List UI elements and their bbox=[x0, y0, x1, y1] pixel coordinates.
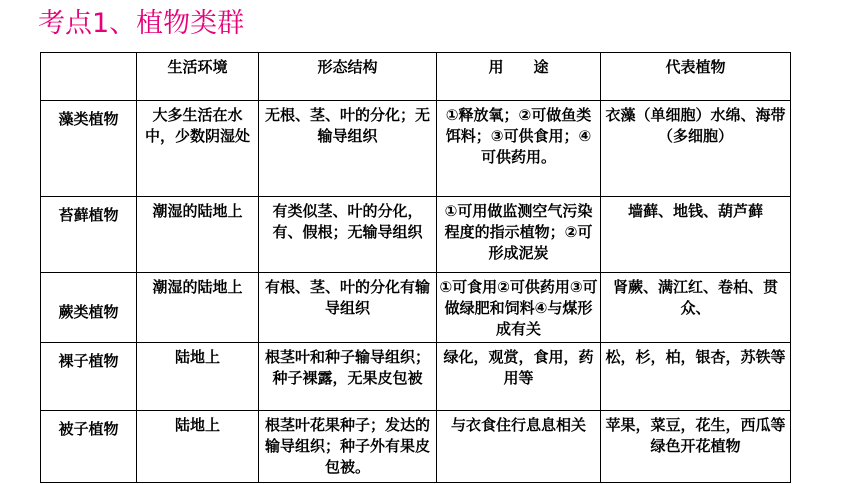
header-habitat: 生活环境 bbox=[137, 53, 259, 101]
header-cell-empty bbox=[41, 53, 137, 101]
row-habitat: 陆地上 bbox=[137, 343, 259, 411]
row-category: 裸子植物 bbox=[41, 343, 137, 411]
row-examples: 衣藻（单细胞）水绵、海带（多细胞） bbox=[601, 101, 791, 197]
header-structure: 形态结构 bbox=[259, 53, 437, 101]
row-uses: 绿化，观赏，食用，药用等 bbox=[437, 343, 601, 411]
row-habitat: 陆地上 bbox=[137, 411, 259, 483]
row-category: 苔藓植物 bbox=[41, 197, 137, 273]
row-category: 被子植物 bbox=[41, 411, 137, 483]
row-structure: 根茎叶花果种子；发达的输导组织；种子外有果皮包被。 bbox=[259, 411, 437, 483]
row-examples: 苹果，菜豆，花生，西瓜等绿色开花植物 bbox=[601, 411, 791, 483]
row-uses: 与衣食住行息息相关 bbox=[437, 411, 601, 483]
row-uses: ①释放氧；②可做鱼类饵料；③可供食用；④可供药用。 bbox=[437, 101, 601, 197]
row-structure: 根茎叶和种子输导组织；种子裸露，无果皮包被 bbox=[259, 343, 437, 411]
row-habitat: 大多生活在水中，少数阴湿处 bbox=[137, 101, 259, 197]
table-row bbox=[41, 411, 791, 483]
row-habitat: 潮湿的陆地上 bbox=[137, 197, 259, 273]
table-header-row bbox=[41, 53, 791, 101]
row-structure: 有类似茎、叶的分化，有、假根；无输导组织 bbox=[259, 197, 437, 273]
table-row bbox=[41, 197, 791, 273]
row-uses: ①可食用②可供药用③可做绿肥和饲料④与煤形成有关 bbox=[437, 273, 601, 343]
row-structure: 有根、茎、叶的分化有输导组织 bbox=[259, 273, 437, 343]
row-examples: 墙藓、地钱、葫芦藓 bbox=[601, 197, 791, 273]
row-category: 藻类植物 bbox=[41, 101, 137, 197]
row-category: 蕨类植物 bbox=[41, 273, 137, 343]
table-row bbox=[41, 343, 791, 411]
row-habitat: 潮湿的陆地上 bbox=[137, 273, 259, 343]
table-row bbox=[41, 101, 791, 197]
header-uses: 用 途 bbox=[437, 53, 601, 101]
row-examples: 松，杉，柏，银杏，苏铁等 bbox=[601, 343, 791, 411]
row-examples: 肾蕨、满江红、卷柏、贯众、 bbox=[601, 273, 791, 343]
page-title: 考点1、植物类群 bbox=[38, 8, 245, 39]
header-examples: 代表植物 bbox=[601, 53, 791, 101]
row-structure: 无根、茎、叶的分化；无输导组织 bbox=[259, 101, 437, 197]
plant-groups-table bbox=[40, 52, 791, 483]
table-row bbox=[41, 273, 791, 343]
row-uses: ①可用做监测空气污染程度的指示植物；②可形成泥炭 bbox=[437, 197, 601, 273]
